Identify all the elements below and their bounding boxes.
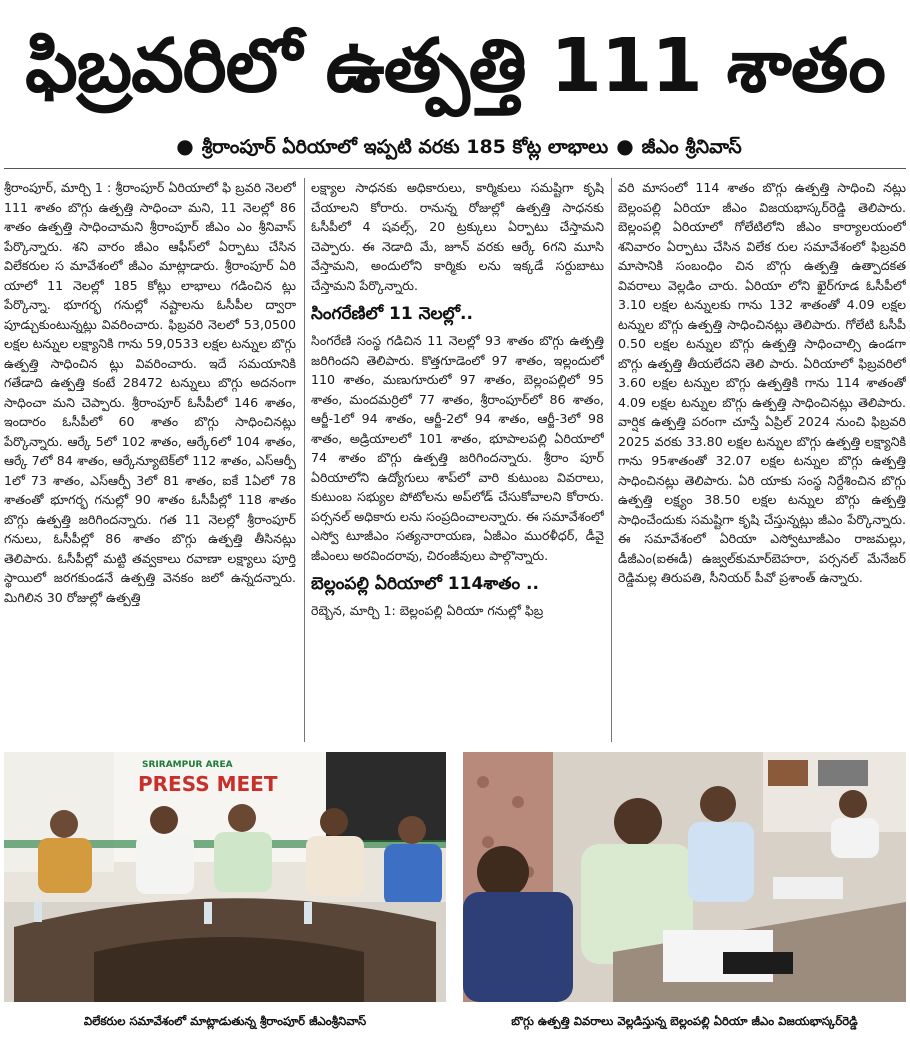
- subhead: [0, 132, 910, 161]
- article-column-2: [311, 178, 604, 750]
- left-photo-caption: విలేకరుల సమావేశంలో మాట్లాడుతున్న శ్రీరాంపూర్ జీఎంశ్రీనివాస్: [83, 1014, 367, 1028]
- headline: ఫిబ్రవరిలో ఉత్పత్తి 111 శాతం: [25, 23, 885, 109]
- column-1-text: శ్రీరాంపూర్, మార్చి 1 : శ్రీరాంపూర్ ఏరియాలో ఫి బ్రవరి నెలలో 111 శాతం బొగ్గు ఉత్పత్తి సాధించా మని, 11 నెలల్లో 86 శాతం ఉత్పత్తి సాధించామని శ్రీరాంపూర్ జీఎం ఎం శ్రీనివాస్ పేర్కొన్నారు. శని వారం జీఎం ఆఫీస్‌లో ఏర్పాటు చేసిన విలేకరుల స మావేశంలో జీఎం మాట్లాడారు. శ్రీరాంపూర్ ఏరి యాలో 11 నెలల్లో 185 కోట్లు లాభాలు గడించిన ట్లు పేర్కొన్నా. భూగర్భ గనుల్లో నష్టాలను ఓసీపీల ద్వారా పూడ్చుకుంటున్నట్లు వివరించారు. ఫిబ్రవరి నెలలో 53,0500 లక్షల టన్నుల లక్ష్యానికి గాను 59,0533 లక్షల టన్నుల బొగ్గు ఉత్పత్తి సాధించిన ట్లు వివరించారు. ఇదే సమయానికి గతేడాది ఉత్పత్తి కంటే 28472 టన్నులు బొగ్గు అదనంగా సాధించా మని చెప్పారు. శ్రీరాంపూర్ ఓసీపీలో 146 శాతం, ఇందారం ఓసీపీలో 60 శాతం బొగ్గు సాధించినట్లు పేర్కొన్నారు. ఆర్కే 5లో 102 శాతం, ఆర్కే6లో 104 శాతం, ఆర్కే 7లో 84 శాతం, ఆర్కేన్యూటెక్‌లో 112 శాతం, ఎస్ఆర్పీ 1లో 73 శాతం, ఎస్ఆర్పీ 3లో 81 శాతం, ఐకే 1ఏలో 78 శాతంతో భూగర్భ గనుల్లో 90 శాతం ఓసీపీల్లో 118 శాతం బొగ్గు ఉత్పత్తి జరిగిందన్నారు. గత 11 నెలల్లో శ్రీరాంపూర్ గనులు, ఓసీపీల్లో 86 శాతం బొగ్గు ఉత్పత్తి తీసినట్లు తెలిపారు. ఓసీపీల్లో మట్టి తవ్వకాలు రవాణా లక్ష్యాలు పూర్తి స్థాయిలో జరగకుండనే ఉత్పత్తి వెనకం జలో ఉన్నదన్నారు. మిగిలిన 30 రోజుల్లో ఉత్పత్తి: [4, 180, 296, 605]
- subhead-point-1: శ్రీరాంపూర్ ఏరియాలో ఇప్పటి వరకు 185 కోట్ల లాభాలు: [201, 136, 609, 158]
- column-2-text-bottom: రెబ్బెన, మార్చి 1: బెల్లంపల్లి ఏరియా గనుల్లో ఫిబ్ర: [311, 603, 544, 618]
- top-divider: [4, 168, 906, 169]
- subheading-bellampalli: బెల్లంపల్లి ఏరియాలో 114శాతం ..: [311, 574, 539, 594]
- bullet-icon: ●: [616, 134, 634, 158]
- column-2-text-top: లక్ష్యాల సాధనకు అధికారులు, కార్మికులు సమష్టిగా కృషి చేయాలని కోరారు. రానున్న రోజుల్లో ఉత్పత్తి సాధనకు ఓసీపీలో 4 షవల్స్, 20 ట్రక్కులు ఏర్పాటు చేస్తామని చెప్పారు. ఈ నెడాది మే, జూన్ వరకు ఆర్కే 6గని మూసి వేస్తామని, అందులోని కార్మికు లను ఇక్కడే సర్దుబాటు చేస్తామని పేర్కొన్నారు.: [311, 180, 604, 293]
- column-3-text: వరి మాసంలో 114 శాతం బొగ్గు ఉత్పత్తి సాధించి నట్లు బెల్లంపల్లి ఏరియా జీఎం విజయభాస్కర్‌రెడ్డి తెలిపారు. బెల్లంపల్లి ఏరియాలో గోలేటిలోని జీఎం కార్యాలయంలో శనివారం ఏర్పాటు చేసిన విలేక రుల సమావేశంలో ఫిబ్రవరి మాసానికి సంబంధిం చిన బొగ్గు ఉత్పత్తి ఉత్పాదకత వివరాలు వెల్లడిం చారు. ఏరియా లోని ఖైర్‌గూడ ఓసీపీలో 3.10 లక్షల టన్నులకు గాను 132 శాతంతో 4.09 లక్షల టన్నుల బొగ్గు ఉత్పత్తి సాధించినట్లు తెలిపారు. గోలేటి ఓసీపీ 0.50 లక్షల టన్నుల బొగ్గు ఉత్పత్తి సాధించాల్సి ఉండగా బొగ్గు ఉత్పత్తి తీయలేదని తెలి పారు. ఏరియాలో ఫిబ్రవరిలో 3.60 లక్షల టన్నుల బొగ్గు ఉత్పత్తికి గాను 114 శాతంతో 4.09 లక్షల టన్నుల బొగ్గు ఉత్పత్తి సాధించినట్లు తెలిపారు. వార్షిక ఉత్పత్తి పరంగా చూస్తే ఏప్రిల్ 2024 నుంచి ఫిబ్రవరి 2025 వరకు 33.80 లక్షల టన్నుల బొగ్గు ఉత్పత్తి లక్ష్యానికి గాను 95శాతంతో 32.07 లక్షల టన్నుల బొగ్గు ఉత్పత్తి సాధించినట్లు తెలిపారు. ఏరి యాకు సంస్థ నిర్దేశించిన బొగ్గు ఉత్పత్తి లక్ష్యం 38.50 లక్షల టన్నుల బొగ్గు ఉత్పత్తి సాధించేందుకు సమష్టిగా కృషి చేస్తున్నట్లు జీఎం పేర్కొన్నారు. ఈ సమావేశంలో ఏరియా ఎస్వోటూజీఎం రాజమల్లు, డీజీఎం(ఐఈడీ) ఉజ్వల్‌కుమార్‌బెహరా, పర్సనల్ మేనేజర్ రెడ్డిమల్ల తిరుపతి, సీనియర్ పీవో ప్రశాంత్ ఉన్నారు.: [618, 180, 906, 585]
- column-divider: [611, 178, 612, 742]
- column-divider: [304, 178, 305, 742]
- right-photo-caption: బొగ్గు ఉత్పత్తి వివరాలు వెల్లడిస్తున్న బెల్లంపల్లి ఏరియా జీఎం విజయభాస్కర్‌రెడ్డి: [511, 1014, 858, 1028]
- photo-press-meet: [4, 752, 446, 1002]
- subhead-point-2: జీఎం శ్రీనివాస్: [641, 136, 742, 158]
- article-column-3: [618, 178, 906, 750]
- banner-small-text: SRIRAMPUR AREA: [142, 760, 233, 770]
- subheading-singareni: సింగరేణిలో 11 నెలల్లో..: [311, 304, 473, 324]
- photo-bellampalli-image: [463, 752, 906, 1002]
- article-column-1: [4, 178, 296, 750]
- photo-bellampalli-gm: [463, 752, 906, 1002]
- column-2-text-mid: సింగరేణి సంస్థ గడిచిన 11 నెలల్లో 93 శాతం బొగ్గు ఉత్పత్తి జరిగిందని తెలిపారు. కొత్తగూడెంలో 97 శాతం, ఇల్లందులో 110 శాతం, మణుగూరులో 97 శాతం, బెల్లంపల్లిలో 95 శాతం, మందమర్రిలో 77 శాతం, శ్రీరాంపూర్‌లో 86 శాతం, ఆర్జీ-1లో 94 శాతం, ఆర్జీ-2లో 94 శాతం, ఆర్జీ-3లో 98 శాతం, అడ్రియాలలో 101 శాతం, భూపాలపల్లి ఏరియాలో 74 శాతం బొగ్గు ఉత్పత్తి జరిగిందన్నారు. శ్రీరాం పూర్ ఏరియాలోని ఉద్యోగులు శాప్‌లో వారి కుటుంబ వివరాలు, కుటుంబ సభ్యుల పోటోలను అప్‌లోడ్ చేసుకోవాలని కోరారు. పర్సనల్ అధికారు లను సంప్రదించాలన్నారు. ఈ సమావేశంలో ఎస్వో టూజీఎం సత్యనారాయణ, ఏజీఎం మురళీధర్, డీవై జీఎంలు అరవిందరావు, చిరంజీవులు పాల్గొన్నారు.: [311, 333, 604, 563]
- bullet-icon: ●: [176, 134, 194, 158]
- banner-press-meet-text: PRESS MEET: [138, 772, 278, 796]
